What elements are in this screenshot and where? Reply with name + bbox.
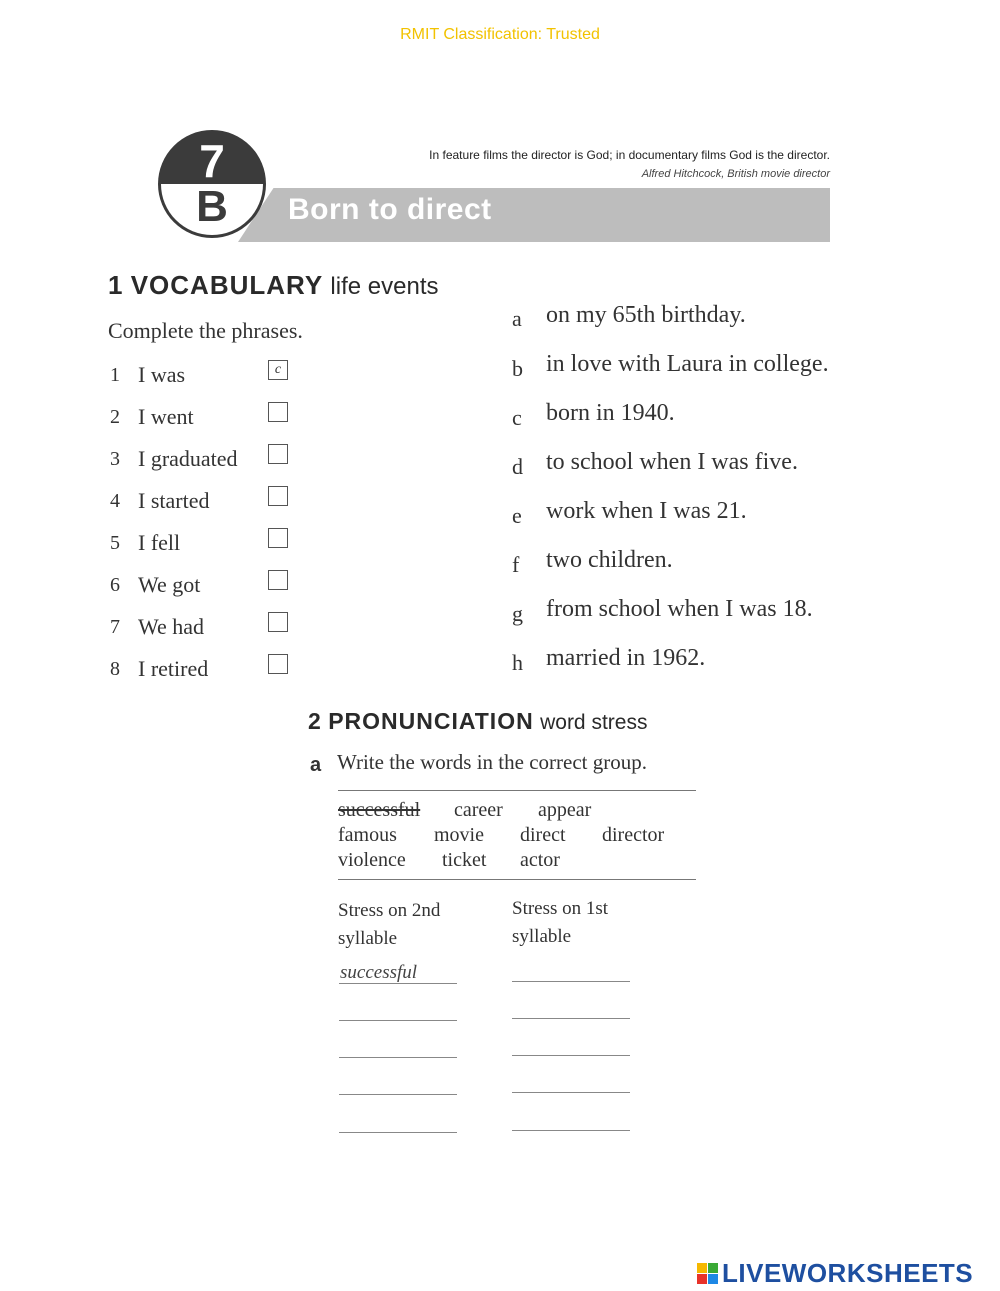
item-number: 5 — [110, 532, 120, 554]
answer-blank[interactable] — [339, 1057, 457, 1058]
vocabulary-subtitle: life events — [330, 273, 439, 300]
item-number: 8 — [110, 658, 120, 680]
answer-blank[interactable] — [339, 1094, 457, 1095]
liveworksheets-logo — [697, 1258, 973, 1289]
word: career — [454, 799, 503, 821]
vocabulary-heading — [108, 270, 438, 301]
word: famous — [338, 824, 397, 846]
vocabulary-title: VOCABULARY — [130, 270, 324, 300]
word-box-bottom-rule — [338, 879, 696, 880]
answer-box[interactable] — [268, 528, 288, 548]
word: actor — [520, 849, 560, 871]
answer-box[interactable] — [268, 402, 288, 422]
ending-text: two children. — [546, 547, 673, 573]
answer-blank[interactable] — [339, 1020, 457, 1021]
ending-letter: b — [512, 356, 523, 381]
answer-blank[interactable] — [339, 983, 457, 984]
answer-blank[interactable] — [512, 981, 630, 982]
header-quote: In feature films the director is God; in documentary films God is the director. — [429, 148, 830, 162]
ending-letter: a — [512, 306, 522, 331]
pronunciation-subtitle: word stress — [540, 711, 648, 734]
item-number: 3 — [110, 448, 120, 470]
answer-box[interactable] — [268, 612, 288, 632]
answer-box[interactable] — [268, 444, 288, 464]
ending-text: married in 1962. — [546, 645, 706, 671]
answer-box[interactable] — [268, 570, 288, 590]
logo-blocks-icon — [697, 1263, 718, 1284]
ending-letter: f — [512, 552, 520, 577]
word: ticket — [442, 849, 487, 871]
word: violence — [338, 849, 406, 871]
item-phrase: I graduated — [138, 446, 238, 471]
item-phrase: I went — [138, 404, 194, 429]
column-heading-2nd-syllable — [338, 897, 488, 953]
word: appear — [538, 799, 592, 821]
example-answer: successful — [340, 962, 418, 983]
ending-letter: e — [512, 503, 522, 528]
quote-author: Alfred Hitchcock, British movie director — [641, 168, 830, 180]
answer-blank[interactable] — [512, 1130, 630, 1131]
ending-text: to school when I was five. — [546, 449, 798, 475]
classification-label: RMIT Classification: Trusted — [400, 26, 600, 43]
pronunciation-title: PRONUNCIATION — [328, 708, 534, 734]
item-number: 1 — [110, 364, 120, 386]
answer-blank[interactable] — [339, 1132, 457, 1133]
unit-number: 7 — [199, 135, 225, 187]
item-number: 4 — [110, 490, 120, 512]
answer-blank[interactable] — [512, 1092, 630, 1093]
ending-letter: g — [512, 601, 523, 626]
logo-text: LIVEWORKSHEETS — [722, 1258, 974, 1288]
ending-text: on my 65th birthday. — [546, 302, 746, 328]
ending-text: born in 1940. — [546, 400, 675, 426]
word: director — [602, 824, 665, 846]
column-heading-line: Stress on 1st — [512, 898, 609, 919]
item-number: 7 — [110, 616, 120, 638]
column-heading-line: Stress on 2nd — [338, 900, 441, 921]
word-box-top-rule — [338, 790, 696, 791]
item-number: 2 — [110, 406, 120, 428]
item-phrase: I fell — [138, 530, 181, 555]
ending-letter: h — [512, 650, 523, 675]
answer-box[interactable] — [268, 486, 288, 506]
answer-box[interactable] — [268, 654, 288, 674]
pronunciation-number: 2 — [308, 708, 322, 734]
column-heading-1st-syllable — [512, 895, 662, 951]
item-phrase: I retired — [138, 656, 209, 681]
column-heading-line: syllable — [512, 926, 572, 947]
item-phrase: I was — [138, 362, 186, 387]
unit-letter: B — [196, 182, 228, 231]
ending-letter: c — [512, 405, 522, 430]
ending-text: work when I was 21. — [546, 498, 747, 524]
pronunciation-instruction: Write the words in the correct group. — [337, 750, 647, 774]
ending-text: from school when I was 18. — [546, 596, 813, 622]
ending-text: in love with Laura in college. — [546, 351, 829, 377]
vocabulary-number: 1 — [108, 270, 124, 300]
item-phrase: We got — [138, 572, 201, 597]
unit-title: Born to direct — [288, 193, 492, 226]
word: successful — [338, 799, 421, 821]
ending-letter: d — [512, 454, 523, 479]
item-number: 6 — [110, 574, 120, 596]
answer-blank[interactable] — [512, 1055, 630, 1056]
item-phrase: We had — [138, 614, 205, 639]
pronunciation-heading — [308, 708, 647, 735]
part-letter: a — [310, 754, 322, 776]
word: movie — [434, 824, 484, 846]
item-phrase: I started — [138, 488, 210, 513]
answer-box[interactable]: c — [268, 360, 288, 380]
word: direct — [520, 824, 566, 846]
column-heading-line: syllable — [338, 928, 398, 949]
answer-blank[interactable] — [512, 1018, 630, 1019]
vocabulary-instruction: Complete the phrases. — [108, 318, 303, 343]
